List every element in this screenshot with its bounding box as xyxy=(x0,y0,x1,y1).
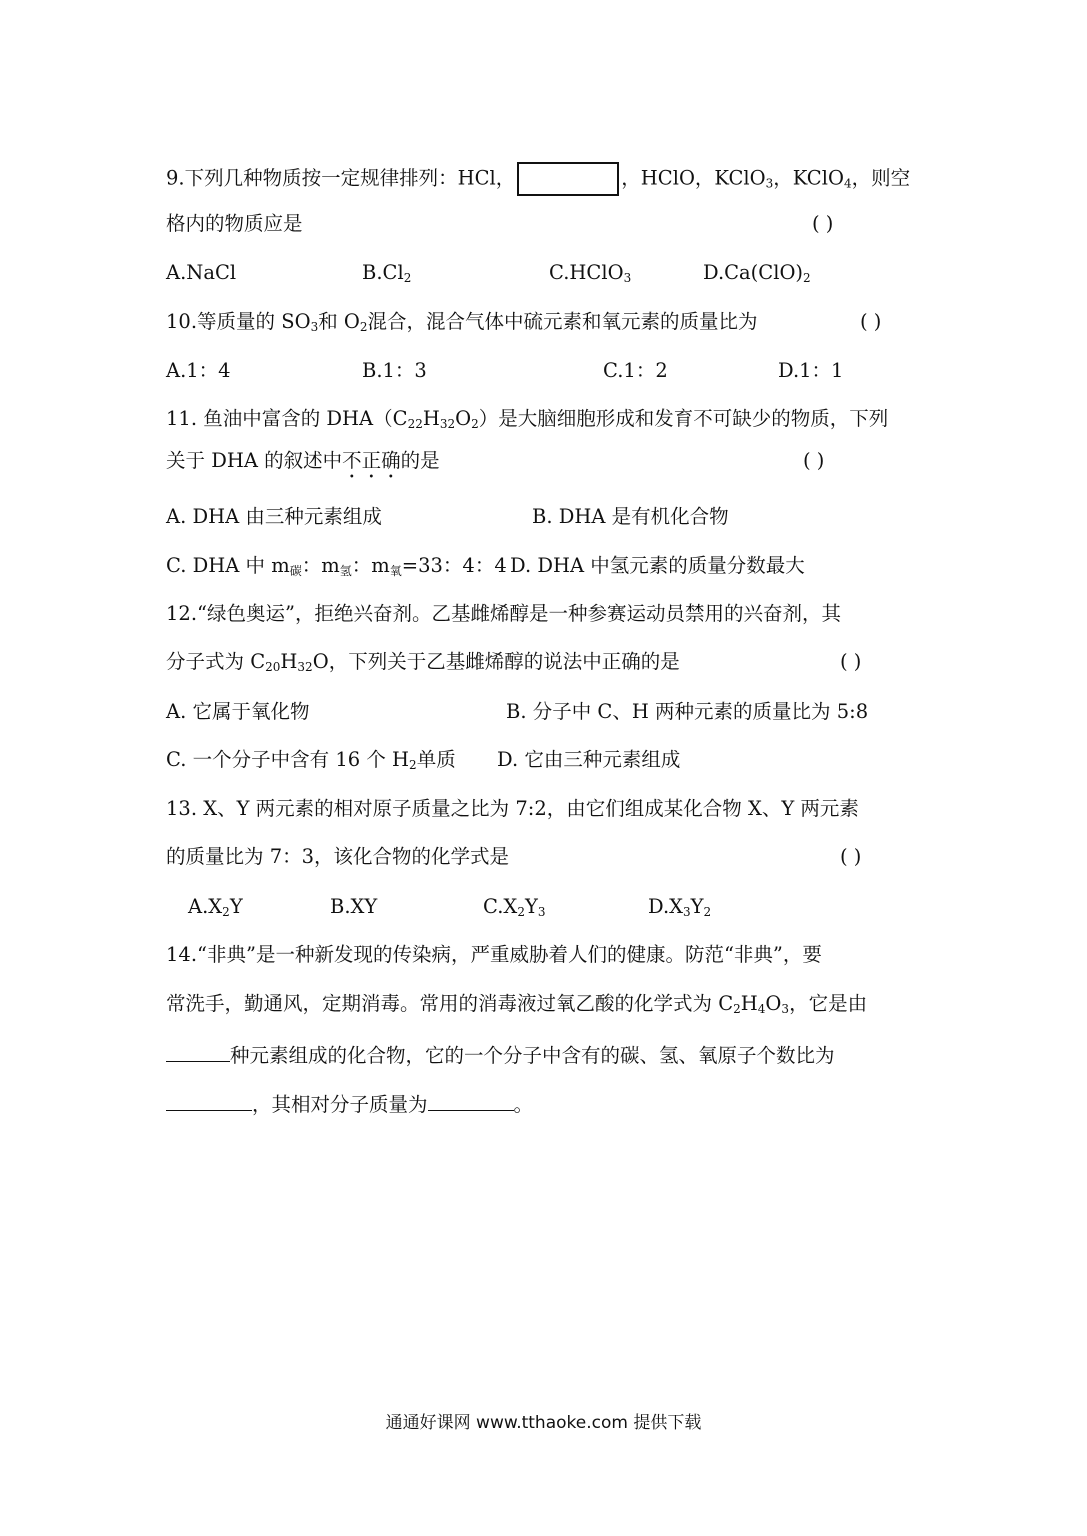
q10-option-d[interactable]: D.1：1 xyxy=(778,359,844,382)
emphasis-not-correct: 不正确 xyxy=(342,449,401,472)
q14-line1: 14.“非典”是一种新发现的传染病，严重威胁着人们的健康。防范“非典”，要 xyxy=(166,943,822,966)
q9-option-d[interactable]: $D.Ca(ClO)_2$ xyxy=(703,261,811,285)
blank-atom-ratio[interactable] xyxy=(166,1088,252,1111)
q11-line1: 11. 鱼油中富含的 $DHA(C_{22}H_{32}O_2)$是大脑细胞形成和发育不可缺少的物质，下列 xyxy=(166,407,889,431)
q11-option-b[interactable]: B. DHA 是有机化合物 xyxy=(532,505,729,528)
q12-option-c[interactable]: C. 一个分子中含有 16 个 $H_2$单质 xyxy=(166,748,456,772)
q13-option-d[interactable]: $D.X_3Y_2$ xyxy=(648,895,712,919)
q12-option-b[interactable]: B. 分子中 C、H 两种元素的质量比为 5:8 xyxy=(506,700,869,723)
q11-option-d[interactable]: D. DHA 中氢元素的质量分数最大 xyxy=(510,554,805,577)
q13-line2: 的质量比为 7：3，该化合物的化学式是 xyxy=(166,845,510,868)
footer-source: 通通好课网 www.tthaoke.com 提供下载 xyxy=(385,1413,702,1433)
q9-option-b[interactable]: $B.Cl_2$ xyxy=(362,261,412,285)
q11-option-c[interactable]: C. DHA 中 $m_碳$：$m_氢$：$m_氧=33$：4：4 xyxy=(166,554,507,578)
q12-answer-paren[interactable]: ( ) xyxy=(840,650,862,673)
q9-option-a[interactable]: A.NaCl xyxy=(166,261,237,284)
q10-option-a[interactable]: A.1：4 xyxy=(166,359,231,382)
q14-line2: 常洗手，勤通风，定期消毒。常用的消毒液过氧乙酸的化学式为 $C_2H_4O_3$，它是由 xyxy=(166,992,868,1016)
q13-option-c[interactable]: $C.X_2Y_3$ xyxy=(483,895,546,919)
q10-option-b[interactable]: B.1：3 xyxy=(362,359,427,382)
q13-answer-paren[interactable]: ( ) xyxy=(840,845,862,868)
q11-option-a[interactable]: A. DHA 由三种元素组成 xyxy=(166,505,382,528)
q12-line2: 分子式为 $C_{20}H_{32}O$，下列关于乙基雌烯醇的说法中正确的是 xyxy=(166,650,680,674)
q9-option-c[interactable]: C.HClO$_3$ xyxy=(549,261,632,285)
q9-answer-paren[interactable]: ( ) xyxy=(812,212,834,235)
q10-option-c[interactable]: C.1：2 xyxy=(603,359,668,382)
q13-option-b[interactable]: B.XY xyxy=(330,895,378,918)
q11-answer-paren[interactable]: ( ) xyxy=(803,449,825,472)
q12-option-a[interactable]: A. 它属于氧化物 xyxy=(166,700,310,723)
blank-element-count[interactable] xyxy=(166,1039,230,1062)
q14-line3: 种元素组成的化合物，它的一个分子中含有的碳、氢、氧原子个数比为 xyxy=(166,1039,835,1070)
blank-molecular-mass[interactable] xyxy=(428,1088,514,1111)
q12-line1: 12.“绿色奥运”，拒绝兴奋剂。乙基雌烯醇是一种参赛运动员禁用的兴奋剂，其 xyxy=(166,602,841,625)
q13-line1: 13. X、Y 两元素的相对原子质量之比为 7:2，由它们组成某化合物 X、Y 两元素 xyxy=(166,797,859,820)
q13-option-a[interactable]: $A.X_2Y$ xyxy=(188,895,243,919)
q10-line1: 10.等质量的 $SO_3$和 $O_2$混合，混合气体中硫元素和氧元素的质量比为 xyxy=(166,310,758,334)
answer-box[interactable] xyxy=(517,162,619,196)
q9-line1: 9.下列几种物质按一定规律排列：HCl， ，HClO，KClO$_3$，KClO$_4$，则空 xyxy=(166,162,910,198)
q14-line4: ，其相对分子质量为 。 xyxy=(166,1088,533,1119)
q12-option-d[interactable]: D. 它由三种元素组成 xyxy=(497,748,681,771)
q9-line2: 格内的物质应是 xyxy=(166,212,303,235)
q11-line2: 关于 DHA 的叙述中不正确的是 xyxy=(166,449,440,472)
q10-answer-paren[interactable]: ( ) xyxy=(860,310,882,333)
